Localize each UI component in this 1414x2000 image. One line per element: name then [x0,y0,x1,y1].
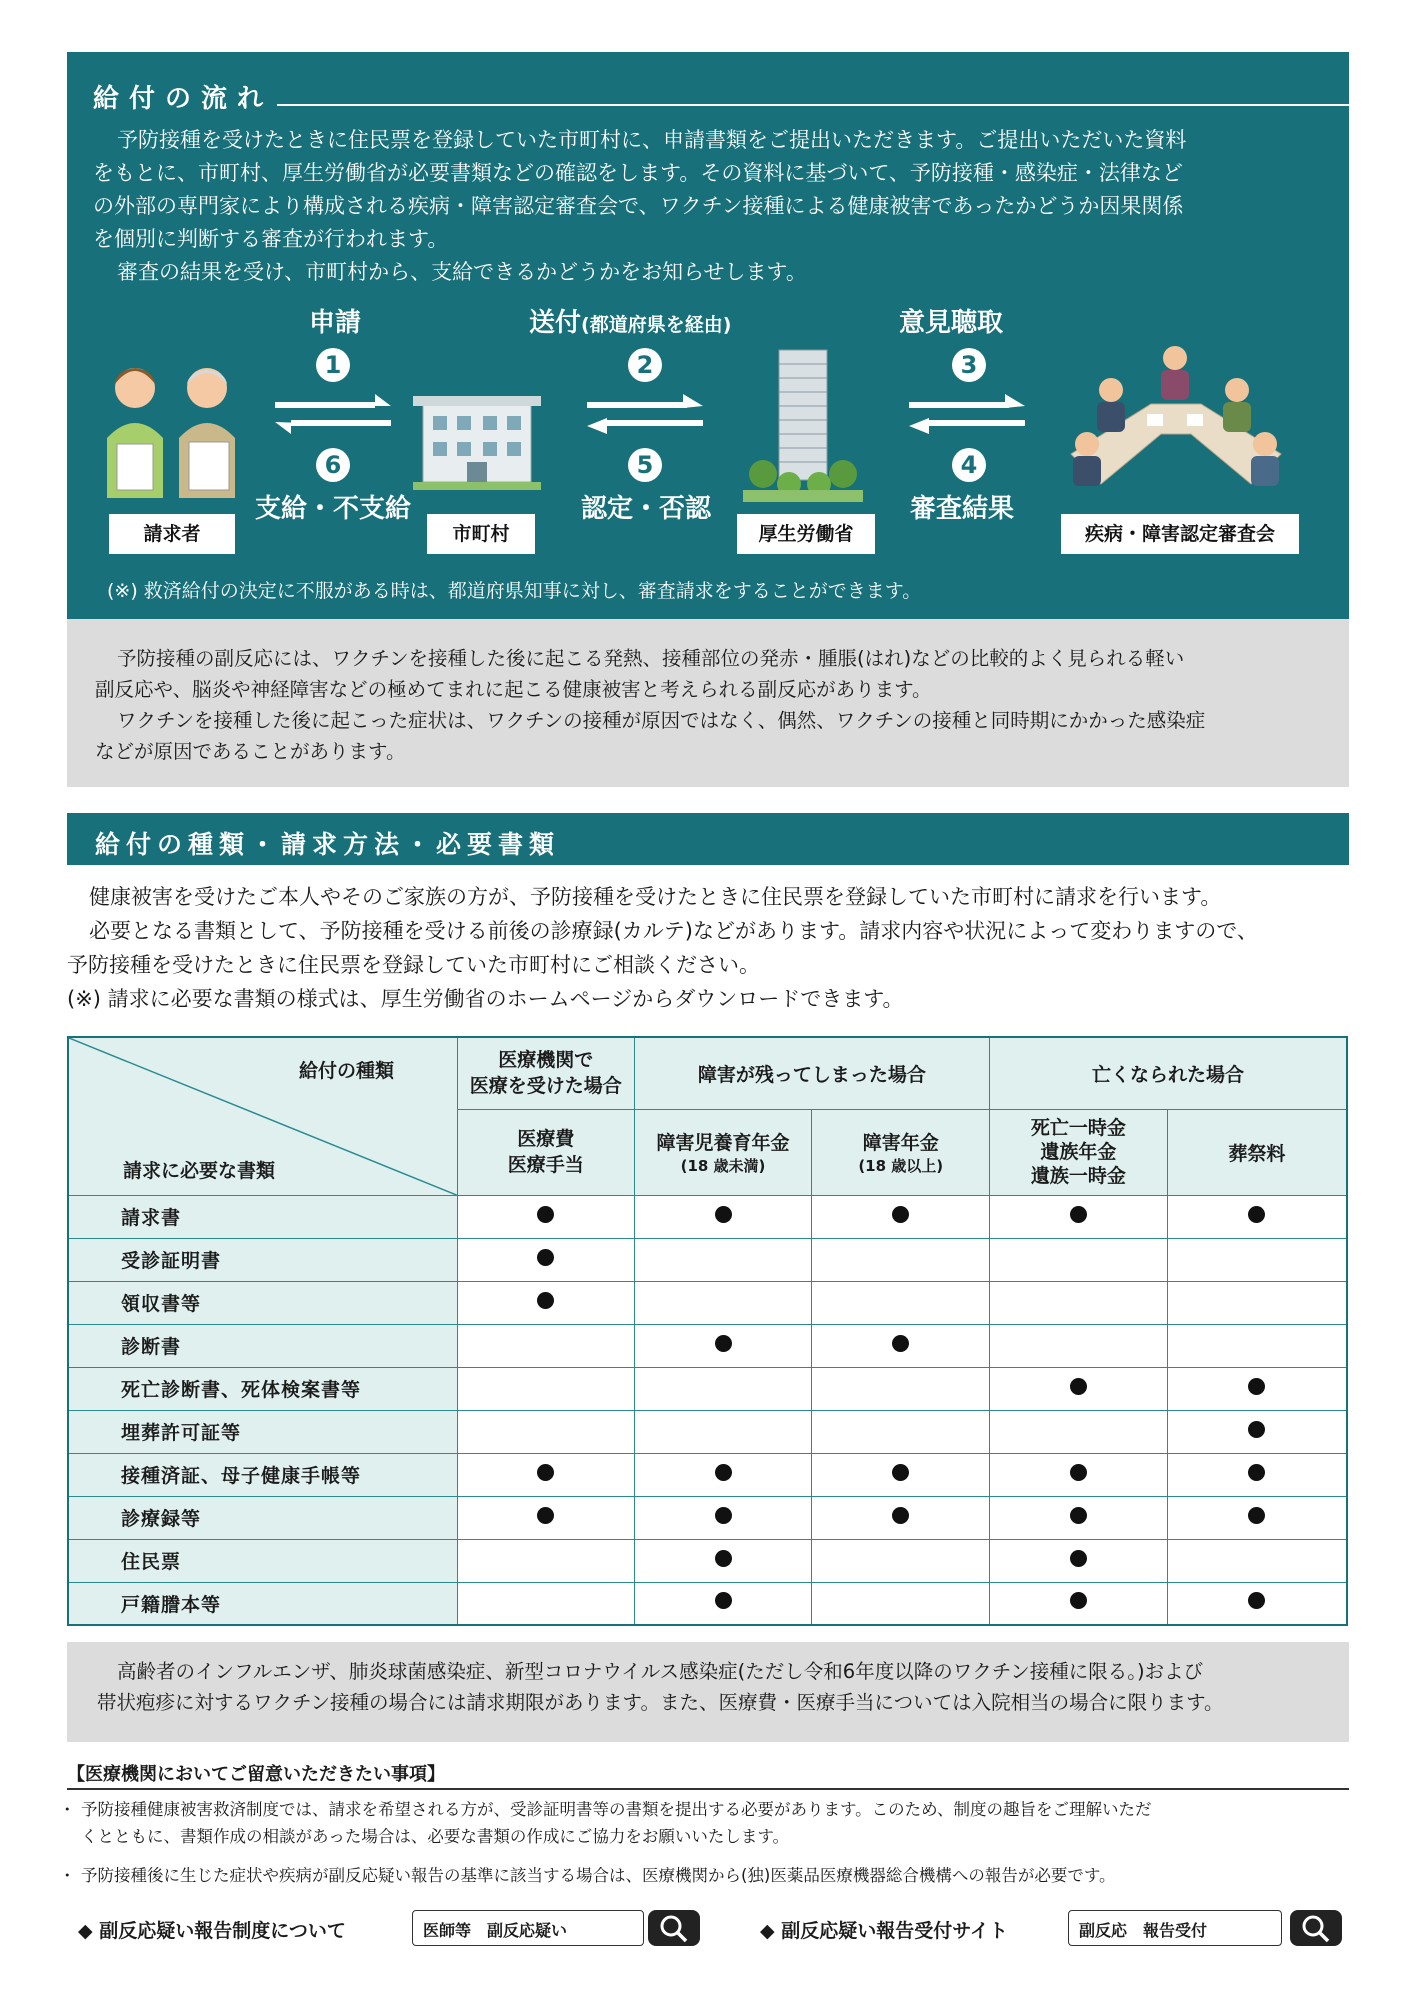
table-row [68,1195,1347,1238]
required-dot-icon [1248,1378,1265,1395]
table-body [68,1195,1347,1625]
mark-cell [990,1539,1168,1582]
mark-cell [990,1367,1168,1410]
col-medical-header: 医療費 医療手当 [457,1109,634,1195]
flow-description [93,124,1333,289]
title-underline [277,104,1349,106]
types-line: 健康被害を受けたご本人やそのご家族の方が、予防接種を受けたときに住民票を登録していた市町村に請求を行います。 [89,885,1222,909]
step-approve-label: 認定・否認 [581,494,712,524]
step-pay-label: 支給・不支給 [255,494,412,524]
note-text: くとともに、書類作成の相談があった場合は、必要な書類の作成にご協力をお願いいたします。 [81,1827,790,1846]
mark-cell [812,1410,990,1453]
required-dot-icon [715,1592,732,1609]
step-consult-label: 意見聴取 [899,308,1004,338]
required-dot-icon [1070,1464,1087,1481]
required-dot-icon [715,1550,732,1567]
mark-cell [457,1367,634,1410]
col-pension-header [812,1109,990,1195]
appeal-note: (※) 救済給付の決定に不服がある時は、都道府県知事に対し、審査請求をすることができます。 [107,580,922,602]
mark-cell [634,1238,812,1281]
mark-cell [457,1539,634,1582]
step-result-label: 審査結果 [910,494,1015,524]
row-label: 領収書等 [68,1281,457,1324]
col-funeral-header: 葬祭料 [1167,1109,1347,1195]
types-line: 予防接種を受けたときに住民票を登録していた市町村にご相談ください。 [67,953,760,977]
mark-cell [457,1238,634,1281]
actor-council: 疾病・障害認定審査会 [1061,514,1299,554]
required-dot-icon [715,1206,732,1223]
row-label: 接種済証、母子健康手帳等 [68,1453,457,1496]
mark-cell [634,1324,812,1367]
mark-cell [1167,1367,1347,1410]
step-number-6: 6 [316,448,350,482]
mark-cell [457,1281,634,1324]
required-dot-icon [1070,1378,1087,1395]
flow-para: の外部の専門家により構成される疾病・障害認定審査会で、ワクチン接種による健康被害であったかどうか因果関係 [93,194,1184,218]
types-line: 必要となる書類として、予防接種を受ける前後の診療録(カルテ)などがあります。請求内容や状況によって変わりますので、 [89,919,1258,943]
deadline-line: 高齢者のインフルエンザ、肺炎球菌感染症、新型コロナウイルス感染症(ただし令和6年度以降のワクチン接種に限る。)および [117,1660,1204,1683]
side-effects-line: などが原因であることがあります。 [95,740,406,763]
claimant-illustration [95,348,255,508]
benefit-flow-section [67,52,1349,619]
step-send-label [529,302,731,339]
required-dot-icon [1248,1464,1265,1481]
flow-para: をもとに、市町村、厚生労働省が必要書類などの確認をします。その資料に基づいて、予防接種・感染症・法律など [93,161,1183,185]
table-row [68,1539,1347,1582]
mark-cell [990,1453,1168,1496]
flow-para: 予防接種を受けたときに住民票を登録していた市町村に、申請書類をご提出いただきます。ご提出いただいた資料 [117,128,1187,152]
mark-cell [457,1324,634,1367]
side-effects-box [67,619,1349,787]
side-effects-line: ワクチンを接種した後に起こった症状は、ワクチンの接種が原因ではなく、偶然、ワクチンの接種と同時期にかかった感染症 [117,709,1206,732]
magnifier-icon [648,1910,700,1946]
table-row [68,1582,1347,1625]
group-death-header: 亡くなられた場合 [990,1037,1347,1109]
mark-cell [1167,1238,1347,1281]
row-label: 受診証明書 [68,1238,457,1281]
table-row [68,1238,1347,1281]
mark-cell [812,1582,990,1625]
benefit-types-header: 給付の種類・請求方法・必要書類 [67,813,1349,865]
search-box-report-site[interactable]: 副反応 報告受付 [1068,1910,1282,1946]
note-text: ・ 予防接種後に生じた症状や疾病が副反応疑い報告の基準に該当する場合は、医療機関から(独)医薬品医療機器総合機構への報告が必要です。 [81,1866,1116,1885]
required-dot-icon [892,1335,909,1352]
corner-bottom-label: 請求に必要な書類 [123,1160,276,1182]
side-effects-line: 予防接種の副反応には、ワクチンを接種した後に起こる発熱、接種部位の発赤・腫脹(はれ)などの比較的よく見られる軽い [117,647,1185,670]
mark-cell [990,1496,1168,1539]
required-dot-icon [1248,1421,1265,1438]
mark-cell [457,1496,634,1539]
mark-cell [812,1453,990,1496]
section-title: 給付の流れ [93,84,274,114]
required-dot-icon [1248,1206,1265,1223]
required-dot-icon [537,1249,554,1266]
required-dot-icon [537,1464,554,1481]
required-dot-icon [537,1507,554,1524]
benefit-types-description [67,880,1349,1016]
mark-cell [634,1410,812,1453]
required-dot-icon [1070,1550,1087,1567]
note-text: ・ 予防接種健康被害救済制度では、請求を希望される方が、受診証明書等の書類を提出する必要があります。このため、制度の趣旨をご理解いただ [81,1800,1152,1819]
mark-cell [812,1238,990,1281]
required-dot-icon [537,1206,554,1223]
side-effects-line: 副反応や、脳炎や神経障害などの極めてまれに起こる健康被害と考えられる副反応があります。 [95,678,932,701]
required-dot-icon [1070,1507,1087,1524]
exchange-arrows-icon [909,392,1025,436]
mark-cell [812,1195,990,1238]
mark-cell [990,1238,1168,1281]
actor-ministry: 厚生労働省 [737,514,875,554]
mark-cell [634,1496,812,1539]
mark-cell [1167,1195,1347,1238]
table-row [68,1496,1347,1539]
required-dot-icon [1070,1592,1087,1609]
deadline-line: 帯状疱疹に対するワクチン接種の場合には請求期限があります。また、医療費・医療手当については入院相当の場合に限ります。 [97,1691,1224,1714]
row-label: 請求書 [68,1195,457,1238]
required-dot-icon [715,1507,732,1524]
mark-cell [634,1453,812,1496]
search-label-report-site: ◆ 副反応疑い報告受付サイト [760,1920,1008,1942]
mark-cell [812,1367,990,1410]
required-dot-icon [715,1335,732,1352]
col-child-pension-header [634,1109,812,1195]
table-row [68,1324,1347,1367]
required-dot-icon [892,1206,909,1223]
row-label: 診断書 [68,1324,457,1367]
required-documents-table [67,1036,1348,1626]
magnifier-icon [1290,1910,1342,1946]
mark-cell [1167,1410,1347,1453]
municipality-building-illustration [413,382,541,502]
step-number-4: 4 [952,448,986,482]
note-item-1 [67,1796,1349,1850]
col-child-pension-sub: (18 歳未満) [680,1157,766,1175]
mark-cell [990,1281,1168,1324]
flow-para: を個別に判断する審査が行われます。 [93,227,449,251]
mark-cell [1167,1453,1347,1496]
table-row [68,1453,1347,1496]
row-label: 死亡診断書、死体検案書等 [68,1367,457,1410]
row-label: 埋葬許可証等 [68,1410,457,1453]
table-row [68,1281,1347,1324]
row-label: 診療録等 [68,1496,457,1539]
mark-cell [812,1539,990,1582]
mark-cell [812,1281,990,1324]
mark-cell [1167,1496,1347,1539]
table-row [68,1410,1347,1453]
mark-cell [812,1324,990,1367]
required-dot-icon [1070,1206,1087,1223]
mark-cell [1167,1582,1347,1625]
council-meeting-illustration [1051,334,1301,506]
mark-cell [812,1496,990,1539]
required-dot-icon [715,1464,732,1481]
mark-cell [634,1367,812,1410]
actor-municipality: 市町村 [427,514,535,554]
note-item-2 [67,1862,1349,1889]
mark-cell [990,1410,1168,1453]
step-number-5: 5 [628,448,662,482]
step-send-sub: (都道府県を経由) [581,314,732,336]
group-disability-header: 障害が残ってしまった場合 [634,1037,989,1109]
step-apply-label: 申請 [309,308,362,338]
mark-cell [1167,1539,1347,1582]
mark-cell [634,1582,812,1625]
mark-cell [634,1281,812,1324]
mark-cell [990,1324,1168,1367]
mark-cell [1167,1281,1347,1324]
step-send-text: 送付 [529,308,582,338]
mark-cell [457,1195,634,1238]
required-dot-icon [1248,1507,1265,1524]
group-medical-header: 医療機関で 医療を受けた場合 [457,1037,634,1109]
mark-cell [990,1195,1168,1238]
flow-para: 審査の結果を受け、市町村から、支給できるかどうかをお知らせします。 [117,260,807,284]
required-dot-icon [1248,1592,1265,1609]
required-dot-icon [537,1292,554,1309]
search-label-report-system: ◆ 副反応疑い報告制度について [78,1920,346,1942]
row-label: 住民票 [68,1539,457,1582]
col-pension-title: 障害年金 [862,1132,939,1154]
mark-cell [990,1582,1168,1625]
table-corner-cell [68,1037,457,1195]
mark-cell [1167,1324,1347,1367]
ministry-building-illustration [743,344,863,504]
divider [67,1788,1349,1790]
exchange-arrows-icon [587,392,703,436]
mark-cell [457,1453,634,1496]
required-dot-icon [892,1507,909,1524]
step-number-2: 2 [628,348,662,382]
mark-cell [457,1582,634,1625]
search-button[interactable] [1290,1910,1342,1946]
row-label: 戸籍謄本等 [68,1582,457,1625]
col-child-pension-title: 障害児養育年金 [656,1132,790,1154]
types-line: (※) 請求に必要な書類の様式は、厚生労働省のホームページからダウンロードできます。 [67,987,904,1011]
step-number-3: 3 [952,348,986,382]
mark-cell [634,1539,812,1582]
actor-claimant: 請求者 [109,514,235,554]
claim-deadline-box [67,1642,1349,1742]
search-button[interactable] [648,1910,700,1946]
step-number-1: 1 [316,348,350,382]
col-death-header: 死亡一時金 遺族年金 遺族一時金 [990,1109,1168,1195]
mark-cell [457,1410,634,1453]
required-dot-icon [892,1464,909,1481]
search-box-report-system[interactable]: 医師等 副反応疑い [412,1910,644,1946]
corner-top-label: 給付の種類 [299,1060,395,1082]
mark-cell [634,1195,812,1238]
col-pension-sub: (18 歳以上) [858,1157,944,1175]
table-row [68,1367,1347,1410]
notes-heading: 【医療機関においてご留意いただきたい事項】 [67,1764,445,1785]
exchange-arrows-icon [275,392,391,436]
